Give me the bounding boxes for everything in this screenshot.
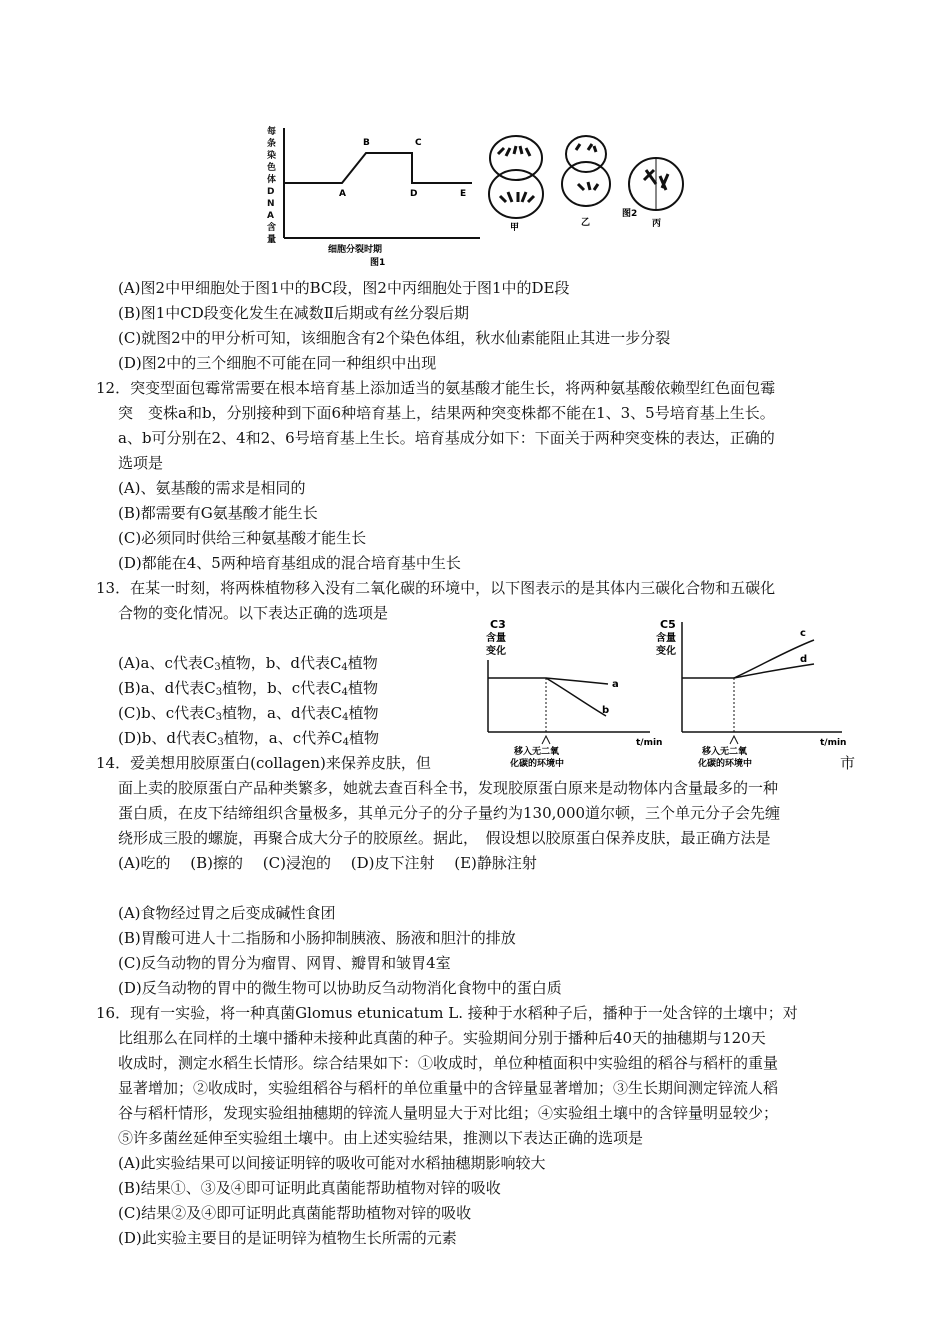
cell-yi: [562, 136, 610, 206]
q11-option-d: (D)图2中的三个细胞不可能在同一种组织中出现: [118, 354, 437, 372]
q13-stem-line-1: 13．在某一时刻，将两株植物移入没有二氧化碳的环境中，以下图表示的是其体内三碳化合物和五碳化: [96, 579, 776, 597]
q16-stem-line-5: 谷与稻杆情形，发现实验组抽穗期的锌流人量明显大于对比组；④实验组土壤中的含锌量明显较少；: [118, 1104, 779, 1122]
q15-option-a: (A)食物经过胃之后变成碱性食团: [118, 904, 336, 922]
c3-y-label-1: C3: [490, 618, 506, 631]
c5-y-label-1: C5: [660, 618, 676, 631]
figure-1-y-label-char: 含: [267, 223, 277, 233]
q14-stem-line-1: 14．爱美想用胶原蛋白(collagen)来保养皮肤，但: [96, 754, 431, 772]
q16-option-b: (B)结果①、③及④即可证明此真菌能帮助植物对锌的吸收: [118, 1179, 501, 1197]
figure-1-y-label: [266, 125, 276, 245]
c5-chart: [638, 612, 860, 770]
figure-2-cells: [484, 130, 704, 240]
q11-option-b: (B)图1中CD段变化发生在减数Ⅱ后期或有丝分裂后期: [118, 304, 469, 322]
cell-bing: [629, 158, 683, 210]
q14-options: (A)吃的 (B)擦的 (C)浸泡的 (D)皮下注射 (E)静脉注射: [118, 854, 537, 872]
c3-y-label-2: 含量: [486, 633, 506, 644]
figure-1-y-label-char: 体: [267, 175, 277, 185]
q15-option-b: (B)胃酸可进人十二指肠和小肠抑制胰液、肠液和胆汁的排放: [118, 929, 516, 947]
q13-option-b: (B)a、d代表$C_3$植物，b、c代表$C_4$植物: [118, 679, 378, 698]
q12-stem-line-1: 12．突变型面包霉常需要在根本培育基上添加适当的氨基酸才能生长，将两种氨基酸依赖型红色面包霉: [96, 379, 776, 397]
c3-x-label: t/min: [636, 738, 663, 748]
c3-label-a: a: [612, 679, 619, 690]
figure-1-graph: [262, 120, 492, 270]
c5-label-c: c: [800, 628, 806, 639]
c5-label-d: d: [800, 654, 808, 665]
q16-option-c: (C)结果②及④即可证明此真菌能帮助植物对锌的吸收: [118, 1204, 472, 1222]
figure-1-y-label-char: D: [267, 187, 275, 197]
q16-option-d: (D)此实验主要目的是证明锌为植物生长所需的元素: [118, 1229, 457, 1247]
q13-option-c: (C)b、c代表$C_3$植物，a、d代表$C_4$植物: [118, 704, 379, 723]
q11-option-a: (A)图2中甲细胞处于图1中的BC段，图2中丙细胞处于图1中的DE段: [118, 279, 570, 297]
c5-annotation-2: 化碳的环境中: [698, 759, 753, 769]
q16-stem-line-4: 显著增加；②收成时，实验组稻谷与稻杆的单位重量中的含锌量显著增加；③生长期间测定锌流人稻: [118, 1079, 779, 1097]
c5-y-label-3: 变化: [656, 646, 676, 657]
c3-label-b: b: [602, 705, 610, 716]
q16-option-a: (A)此实验结果可以间接证明锌的吸收可能对水稻抽穗期影响较大: [118, 1154, 546, 1172]
q16-stem-line-3: 收成时，测定水稻生长情形。综合结果如下：①收成时，单位种植面积中实验组的稻谷与稻杆的重量: [118, 1054, 779, 1072]
q14-stem-line-3: 蛋白质，在皮下结缔组织含量极多，其单元分子的分子量约为130,000道尔顿，三个单元分子会先缠: [118, 804, 781, 822]
point-b-label: B: [363, 138, 370, 148]
q13-option-a: (A)a、c代表$C_3$植物，b、d代表$C_4$植物: [118, 654, 378, 673]
point-a-label: A: [339, 189, 346, 199]
cell-yi-label: 乙: [581, 218, 591, 228]
q12-option-c: (C)必须同时供给三种氨基酸才能生长: [118, 529, 367, 547]
q14-stem-line-4: 绕形成三股的螺旋，再聚合成大分子的胶原丝。据此， 假设想以胶原蛋白保养皮肤，最正确方法是: [118, 829, 771, 847]
c5-x-label: t/min: [820, 738, 847, 748]
q12-stem-line-4: 选项是: [118, 454, 164, 472]
c3-y-label-3: 变化: [486, 646, 506, 657]
figure-1-caption: 图1: [370, 258, 386, 268]
q16-stem-line-2: 比组那么在同样的土壤中播种未接种此真菌的种子。实验期间分别于播种后40天的抽穗期与120天: [118, 1029, 766, 1047]
c5-series-d: [734, 664, 814, 678]
point-d-label: D: [410, 189, 418, 199]
cell-bing-label: 丙: [652, 219, 662, 229]
figure-1-y-label-char: 量: [267, 235, 277, 245]
q13-stem-line-2: 合物的变化情况。以下表达正确的选项是: [118, 604, 389, 622]
c3-chart: [448, 612, 670, 770]
q16-stem-line-1: 16．现有一实验，将一种真菌Glomus etunicatum L. 接种于水稻种子后，播种于一处含锌的土壤中；对: [96, 1004, 798, 1022]
point-c-label: C: [415, 138, 422, 148]
q14-stem-line-2: 面上卖的胶原蛋白产品种类繁多，她就去查百科全书，发现胶原蛋白原来是动物体内含量最多的一种: [118, 779, 779, 797]
c3-annotation-2: 化碳的环境中: [510, 759, 565, 769]
figure-1-y-label-char: 每: [267, 127, 277, 137]
c3-series-b: [546, 678, 606, 716]
figure-1-curve: [284, 153, 472, 183]
q12-option-a: (A)、氨基酸的需求是相同的: [118, 479, 306, 497]
q12-stem-line-3: a、b可分别在2、4和2、6号培育基上生长。培育基成分如下：下面关于两种突变株的表达，正确的: [118, 429, 775, 447]
q14-stem-line-1-end: 市: [840, 754, 856, 772]
cell-jia: [489, 136, 543, 218]
q15-option-d: (D)反刍动物的胃中的微生物可以协助反刍动物消化食物中的蛋白质: [118, 979, 562, 997]
figure-1-y-label-char: 染: [267, 151, 277, 161]
figure-1-y-label-char: A: [267, 211, 274, 221]
q13-option-d: (D)b、d代表$C_3$植物，a、c代养$C_4$植物: [118, 729, 380, 748]
q12-option-d: (D)都能在4、5两种培育基组成的混合培育基中生长: [118, 554, 461, 572]
c5-y-label-2: 含量: [656, 633, 676, 644]
point-e-label: E: [460, 189, 467, 199]
c5-marker-arrow: [730, 736, 738, 744]
c3-marker-arrow: [542, 736, 550, 744]
q15-option-c: (C)反刍动物的胃分为瘤胃、网胃、瓣胃和皱胃4室: [118, 954, 451, 972]
q12-stem-line-2: 突 变株a和b，分别接种到下面6种培育基上，结果两种突变株都不能在1、3、5号培育基上生长。: [118, 404, 775, 422]
figure-1-y-label-char: 条: [267, 139, 277, 149]
q16-stem-line-6: ⑤许多菌丝延伸至实验组土壤中。由上述实验结果，推测以下表达正确的选项是: [118, 1129, 644, 1147]
figure-2-caption: 图2: [622, 209, 638, 219]
c3-annotation-1: 移入无二氧: [514, 747, 560, 757]
q12-option-b: (B)都需要有G氨基酸才能生长: [118, 504, 318, 522]
c5-annotation-1: 移入无二氧: [702, 747, 748, 757]
q11-option-c: (C)就图2中的甲分析可知，该细胞含有2个染色体组，秋水仙素能阻止其进一步分裂: [118, 329, 671, 347]
cell-jia-label: 甲: [510, 223, 520, 233]
figure-1-x-label: 细胞分裂时期: [328, 245, 383, 255]
figure-1-y-label-char: 色: [267, 163, 277, 173]
figure-1-y-label-char: N: [267, 199, 275, 209]
